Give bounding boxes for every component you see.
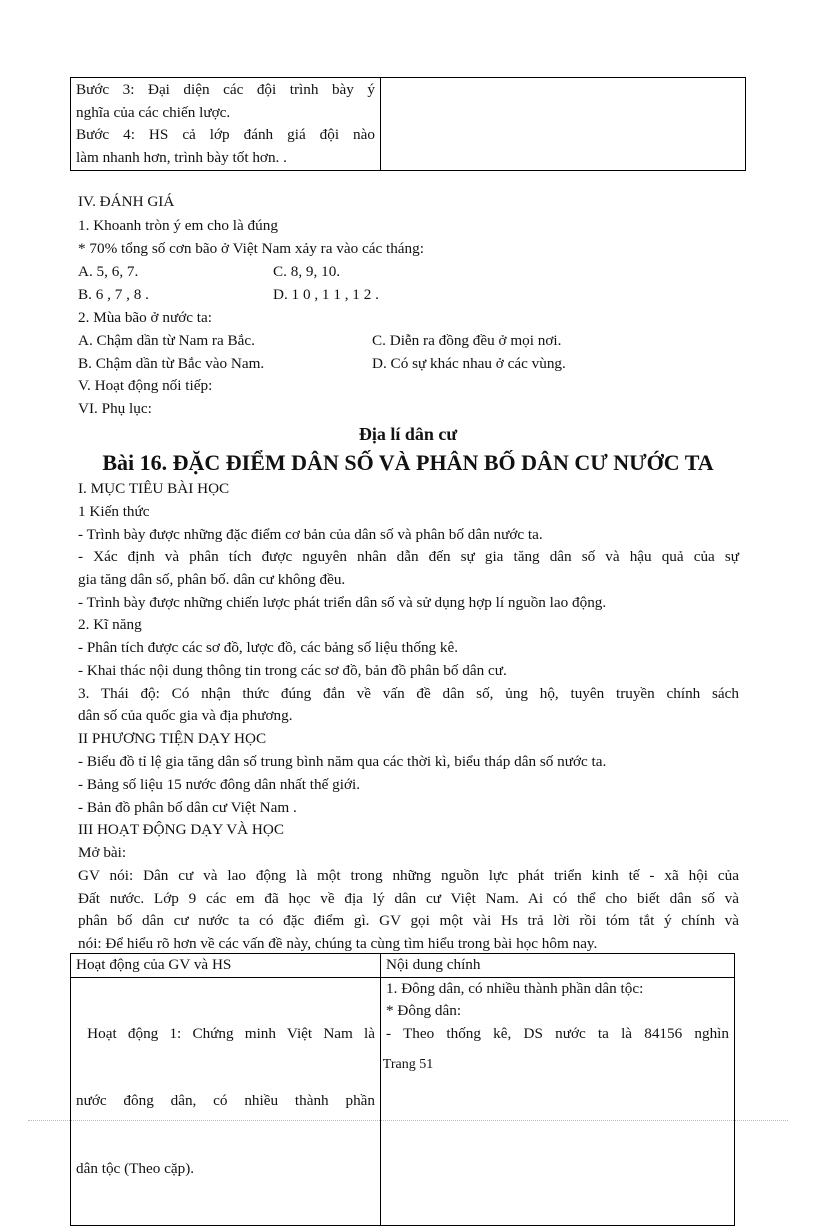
- section-title: Địa lí dân cư: [358, 424, 458, 444]
- follow-up-heading: V. Hoạt động nối tiếp:: [78, 377, 213, 394]
- intro-paragraph-line: phân bố dân cư nước ta có đặc điểm gì. GV gọi một vài Hs trả lời rồi tóm tắt ý chính và: [78, 912, 739, 929]
- table-cell-right: [381, 977, 735, 1226]
- intro-paragraph-line: nói: Để hiểu rõ hơn về các vấn đề này, chúng ta cùng tìm hiểu trong bài học hôm nay.: [78, 935, 598, 952]
- question-1-stem: * 70% tổng số cơn bão ở Việt Nam xảy ra vào các tháng:: [78, 240, 424, 257]
- assessment-heading: IV. ĐÁNH GIÁ: [78, 193, 175, 210]
- attitude-item: 3. Thái độ: Có nhận thức đúng đắn về vấn đề dân số, ủng hộ, tuyên truyền chính sách: [78, 685, 739, 702]
- table-cell-right: [381, 78, 746, 171]
- knowledge-item: - Trình bày được những chiến lược phát triển dân số và sử dụng hợp lí nguồn lao động.: [78, 594, 607, 611]
- intro-paragraph-line: GV nói: Dân cư và lao động là một trong những nguồn lực phát triển kinh tế - xã hội của: [78, 867, 739, 884]
- skills-item: - Phân tích được các sơ đồ, lược đồ, các bảng số liệu thống kê.: [78, 639, 459, 656]
- intro-label: Mở bài:: [78, 844, 127, 861]
- question-2: 2. Mùa bão ở nước ta:: [78, 309, 212, 326]
- activity-table: [70, 953, 735, 1226]
- materials-heading: II PHƯƠNG TIỆN DẠY HỌC: [78, 730, 267, 747]
- table-line: 1. Đông dân, có nhiều thành phần dân tộc:: [386, 979, 644, 997]
- table-header-cell: [381, 954, 735, 978]
- table-line: làm nhanh hơn, trình bày tốt hơn. .: [76, 148, 287, 166]
- table-line: Bước 3: Đại diện các đội trình bày ý: [76, 81, 375, 98]
- materials-item: - Bảng số liệu 15 nước đông dân nhất thế giới.: [78, 776, 361, 793]
- table-line: nước đông dân, có nhiều thành phần: [76, 1092, 375, 1109]
- page-number: Trang 51: [382, 1057, 434, 1072]
- table-line: Bước 4: HS cả lớp đánh giá đội nào: [76, 126, 375, 143]
- column-header: Nội dung chính: [386, 956, 481, 973]
- knowledge-item-cont: gia tăng dân số, phân bố. dân cư không đều.: [78, 571, 346, 588]
- skills-heading: 2. Kĩ năng: [78, 616, 142, 633]
- knowledge-item: - Trình bày được những đặc điểm cơ bản của dân số và phân bố dân nước ta.: [78, 526, 543, 543]
- page-bottom-rule: [28, 1120, 788, 1121]
- lesson-title: Bài 16. ĐẶC ĐIỂM DÂN SỐ VÀ PHÂN BỐ DÂN CƯ NƯỚC TA: [102, 450, 714, 475]
- knowledge-item: - Xác định và phân tích được nguyên nhân dẫn đến sự gia tăng dân số và hậu quả của sự: [78, 548, 739, 565]
- table-line: Hoạt động 1: Chứng minh Việt Nam là: [76, 1024, 375, 1042]
- activities-heading: III HOẠT ĐỘNG DẠY VÀ HỌC: [78, 821, 285, 838]
- appendix-heading: VI. Phụ lục:: [78, 400, 152, 417]
- option-d: D. 1 0 , 1 1 , 1 2 .: [273, 286, 379, 303]
- table-header-cell: [71, 954, 381, 978]
- materials-item: - Biểu đồ tỉ lệ gia tăng dân số trung bình năm qua các thời kì, biểu tháp dân số nước ta.: [78, 753, 607, 770]
- attitude-item-cont: dân số của quốc gia và địa phương.: [78, 707, 293, 724]
- table-cell-left: [71, 977, 381, 1226]
- option-b: B. 6 , 7 , 8 .: [78, 286, 149, 303]
- option-d: D. Có sự khác nhau ở các vùng.: [372, 355, 566, 372]
- materials-item: - Bản đồ phân bố dân cư Việt Nam .: [78, 799, 297, 816]
- question-1: 1. Khoanh tròn ý em cho là đúng: [78, 217, 278, 234]
- table-cell-left: [71, 78, 381, 171]
- knowledge-heading: 1 Kiến thức: [78, 503, 150, 520]
- intro-paragraph-line: Đất nước. Lớp 9 các em đã học về địa lý dân cư Việt Nam. Ai có thể cho biết dân số và: [78, 890, 739, 907]
- option-b: B. Chậm dần từ Bắc vào Nam.: [78, 355, 265, 372]
- activity-table-continued: [70, 77, 746, 171]
- column-header: Hoạt động của GV và HS: [76, 956, 232, 973]
- table-line: dân tộc (Theo cặp).: [76, 1159, 195, 1177]
- option-c: C. Diễn ra đồng đều ở mọi nơi.: [372, 332, 562, 349]
- option-a: A. Chậm dần từ Nam ra Bắc.: [78, 332, 255, 349]
- table-line: - Theo thống kê, DS nước ta là 84156 nghìn: [386, 1024, 729, 1042]
- table-line: * Đông dân:: [386, 1002, 462, 1019]
- option-a: A. 5, 6, 7.: [78, 263, 139, 280]
- objectives-heading: I. MỤC TIÊU BÀI HỌC: [78, 480, 230, 497]
- table-line: nghĩa của các chiến lược.: [76, 103, 231, 121]
- skills-item: - Khai thác nội dung thông tin trong các sơ đồ, bản đồ phân bố dân cư.: [78, 662, 507, 679]
- option-c: C. 8, 9, 10.: [273, 263, 341, 280]
